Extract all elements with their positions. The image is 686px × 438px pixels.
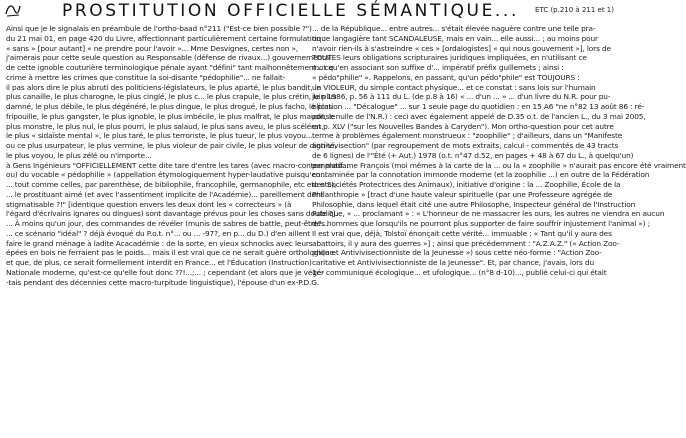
- text-line: phile et Antivivisectionniste de la Jeunesse ») sous cette néo-forme : "Action Zoo-: [312, 248, 602, 258]
- text-line: TOUTES leurs obligations scripturaires juridiques impliquées, en n'utilisant ce: [312, 53, 587, 63]
- text-line: de 6 lignes) de l'"Été (+ Aut.) 1978 (o.t. n°47 d.52, en pages + 48 à 67 du L., à quelqu'un): [312, 150, 634, 160]
- text-line: Philosophie, dans lequel était cité une autre Philosophe, Inspecteur général de l'Instruction: [312, 199, 636, 209]
- text-line: épées en bois ne ferraient pas le poids... mais il est vrai que ce ne serait guère orthologique: [6, 248, 334, 258]
- text-line: damné, le plus débile, le plus dégénéré, le plus dingue, le plus drogué, le plus facho, le plus: [6, 102, 333, 111]
- text-line: ou) du vocable « pédophilie » (appellation étymologiquement hyper-laudative puisqu'en...: [6, 170, 327, 180]
- text-line: -tais pendant des décennies cette macro-turpitude linguistique), l'épouse d'un ex-P.D.G.: [6, 277, 319, 287]
- text-line: ponse nulle de l'N.R.) : ceci avec également appelé de D.35 o.t. de l'ancien L., du 3 mai 2005,: [312, 111, 646, 121]
- text-line: ou ce plus usurpateur, le plus vermine, le plus violeur de pair civile, le plus voleur de dignité,: [6, 141, 337, 150]
- text-line: il pas alors dire le plus abruti des politiciens-législateurs, le plus aparté, le plus bandit, le: [6, 82, 322, 92]
- text-line: ... ce scénario "idéal" ? déjà évoqué du P.o.t. n°... ou ... -97?, en p... du D.) d'en aillent: [6, 228, 310, 238]
- text-line: terme à problèmes également monstrueux : "zoophilie" ; d'ailleurs, dans un "Manifeste: [312, 131, 623, 141]
- right-text-column: [312, 24, 686, 434]
- text-line: Ainsi que je le signalais en préambule de l'ortho-baad n°211 ("Est-ce bien possible ?"): [6, 24, 312, 33]
- text-line: abattoirs, il y aura des guerres »] ; ainsi que précédemment : "A.Z.A.Z." (« Action Zoo-: [312, 238, 620, 248]
- text-line: du 21 mai 01, en page 420 du Livre, affectionnant particulièrement certaine formulation :: [6, 33, 326, 43]
- text-line: ... tout comme celles, par parenthèse, de bibliophile, francophile, germanophile, etc etc etc),: [6, 180, 337, 189]
- text-line: tique langagière tant SCANDALEUSE, mais en vain... elle aussi... ; au moins pour: [312, 33, 598, 43]
- text-line: « pédo"philie" ». Rappelons, en passant, qu'un pédo"phile" est TOUJOURS :: [312, 72, 580, 82]
- text-line: des hommes que lorsqu'ils ne pourront plus supporter de faire souffrir injustement l'animal ») ;: [312, 219, 650, 228]
- text-line: à Gens Ingénieurs "OFFICIELLEMENT cette dite tare d'entre les tares (avec macro-contemplatif...: [6, 160, 349, 170]
- text-line: Il est vrai que, déjà, Tolstoï énonçait cette vérité... immuable : « Tant qu'il y aura des: [312, 228, 612, 238]
- text-line: fripouille, le plus gangster, le plus ignoble, le plus imbécile, le plus malfrat, le plus maudit, le: [6, 111, 336, 121]
- text-line: ... de la République... entre autres... s'était élevée naguère contre une telle pra-: [312, 24, 596, 33]
- text-line: par madame François (moi mêmes à la carte de la ... ou la « zoophilie » n'aurait pas encore été vraiment: [312, 160, 686, 170]
- text-line: mot qu'en associant son suffixe d'... impératif préfix guillemets ; ainsi :: [312, 63, 564, 72]
- text-line: stigmatisable ?!" [identique question envers les deux dont les « correcteurs » (à: [6, 199, 292, 209]
- text-line: caritative et Antivivisectionniste de la Jeunesse". Et, par chance, j'avais, lors du: [312, 258, 595, 267]
- text-line: contaminée par la connotation immonde moderne (et la zoophilie ...) en outre de la Fédération: [312, 170, 650, 180]
- text-line: de cette ignoble couturière terminologique pénale ayant "défini" tant malhonnêtement... ce: [6, 63, 334, 72]
- text-line: faire le grand ménage à ladite Acacadémie : de la sorte, en vieux schnocks avec leurs: [6, 238, 313, 248]
- text-line: blication ... "Décalogue" ... sur 1 seule page du quotidien : en 15 A6 "ne n°82 13 août 86 : ré-: [312, 102, 645, 111]
- text-line: l'égard d'écrivains ignares ou dingues) sont davantage prévus pour les choses sans doute ?].: [6, 209, 338, 219]
- text-line: Publique, « ... proclamant » : « L'honneur de ne massacrer les ours, les autres ne viendra en aucun: [312, 209, 665, 219]
- document-title: PROSTITUTION OFFICIELLE SÉMANTIQUE...: [62, 1, 519, 21]
- text-line: j'aimerais pour cette seule question au Responsable (défense de rivaux...) gouvernemental: [6, 53, 331, 63]
- corner-scribble-icon: [4, 2, 22, 18]
- text-line: le plus voyou, le plus zélé ou n'importe...: [6, 150, 152, 160]
- text-line: Philanthropie » [tract d'une haute valeur spirituelle (par une Professeure agrégée de: [312, 189, 613, 199]
- text-line: ... À moins qu'un jour, des commandes de révéler (munis de sabres de battle, peut-être?...: [6, 219, 329, 228]
- text-line: et que, de plus, ce serait formellement interdit en France... et l'Éducation (Instruction): [6, 258, 312, 267]
- text-line: 1er communiqué écologique... et ufologique... (n°8 d-10)..., publié celui-ci qui était: [312, 267, 607, 277]
- text-line: un VIOLEUR, du simple contact physique... et ce constat : sans lois sur l'humain: [312, 82, 596, 92]
- text-line: Nationale moderne, qu'est-ce qu'elle fout donc ??!...;... ; cependant (et alors que je végé-: [6, 267, 324, 277]
- text-line: plus canaille, le plus charogne, le plus cinglé, le plus c... le plus crapule, le plus crétin, le plus: [6, 92, 337, 102]
- text-line: le plus « sidaïste mental », le plus taré, le plus terroriste, le plus tueur, le plus voyou...: [6, 131, 313, 141]
- text-line: en p. XLV ("sur les Nouvelles Bandes à Caryden"). Mon ortho-question pour cet autre: [312, 121, 614, 131]
- title-row: [24, 1, 616, 21]
- text-line: juin 1986, p. 56 à 111 du L. (de p.8 à 16) « ... d'un ... » ... d'un livre du N.R. pour pu-: [312, 92, 611, 102]
- text-line: plus monstre, le plus nul, le plus pourri, le plus salaud, le plus sans aveu, le plus scélérat,: [6, 121, 324, 131]
- text-line: crime à mettre les crimes que constitue la soi-disante "pédophilie"... ne fallait-: [6, 72, 286, 82]
- text-line: ... le prostituant aimé (et avec l'assentiment implicite de l'Académie)... pareillement dont: [6, 189, 324, 199]
- left-text-column: [6, 24, 349, 434]
- text-line: des Sociétés Protectrices des Animaux), initiative d'origine : la ... Zoophilie, École de la: [312, 180, 621, 189]
- text-line: anti-vivisection" (par regroupement de mots extraits, calcul - commentés de 43 tracts: [312, 141, 619, 150]
- text-line: « sans » [pour autant] « ne prendre pour l'avoir »... Mme Desvignes, certes non »,: [6, 43, 299, 53]
- text-line: n'avoir rien-ils à s'astreindre « ces » [ordalogistes] « qui nous gouvernent »], lors de: [312, 43, 611, 53]
- title-suffix: ETC (p.210 à 211 et 1): [535, 6, 614, 14]
